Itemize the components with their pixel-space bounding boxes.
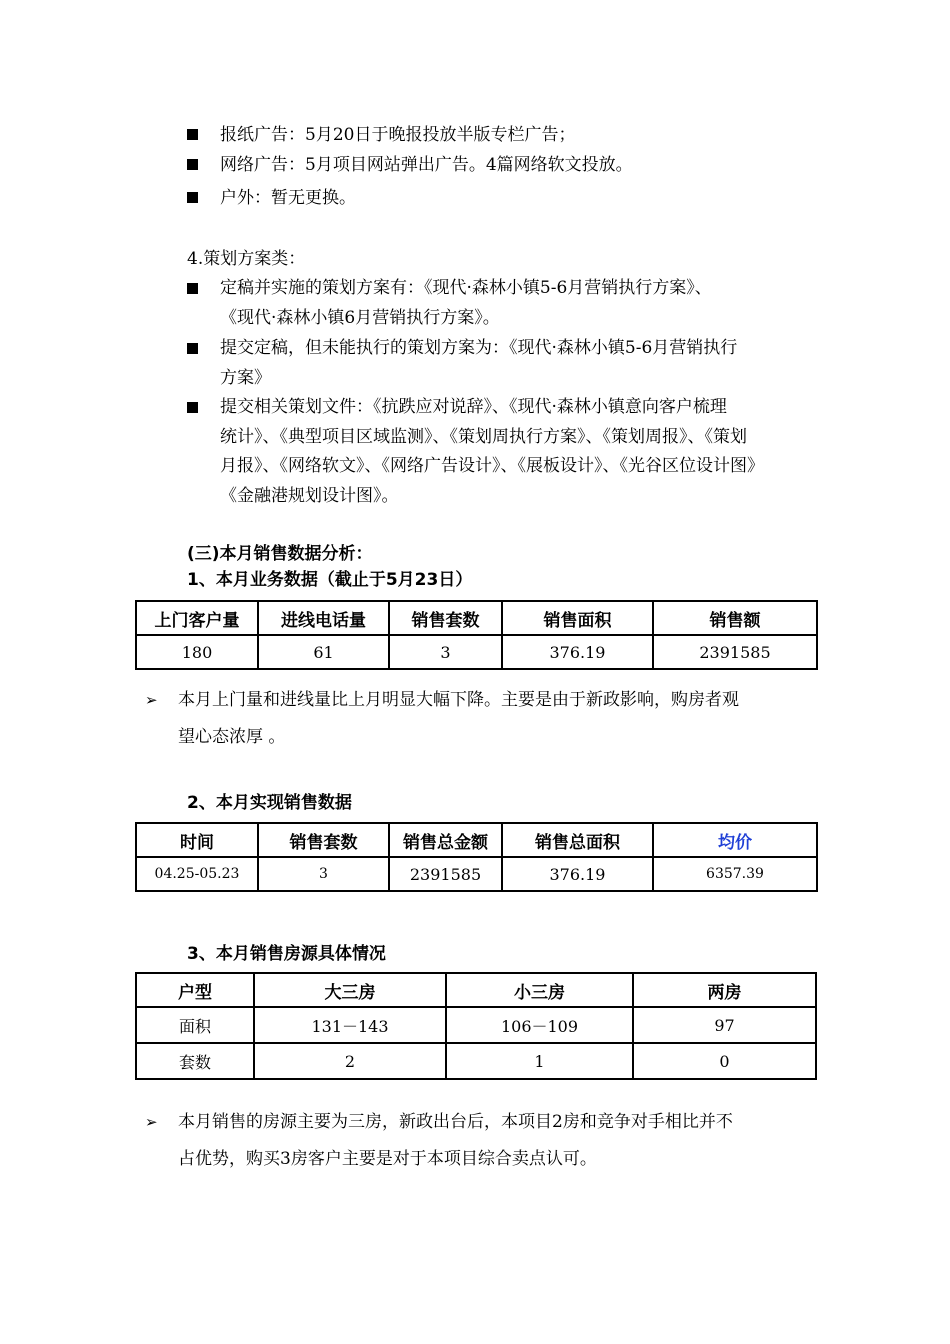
- table-header-cell: 销售总面积: [502, 823, 653, 857]
- table-header-cell: 两房: [633, 973, 816, 1007]
- sales-realized-table: [135, 822, 818, 892]
- table-cell: 2391585: [653, 635, 817, 669]
- table-cell: 106－109: [446, 1007, 633, 1043]
- plan-item-3-line-1: 提交相关策划文件：《抗跌应对说辞》、《现代·森林小镇意向客户梳理: [220, 397, 727, 417]
- plan-item-2-line-1: 提交定稿，但未能执行的策划方案为：《现代·森林小镇5-6月营销执行: [220, 338, 738, 358]
- table-header-cell: 销售总金额: [389, 823, 502, 857]
- arrow-bullet-icon: ➢: [145, 691, 158, 709]
- plan-item-3-line-3: 月报》、《网络软文》、《网络广告设计》、《展板设计》、《光谷区位设计图》: [220, 456, 764, 476]
- table-header-cell: 大三房: [254, 973, 446, 1007]
- bullet-square-icon: [187, 192, 198, 203]
- table-row: [136, 1043, 816, 1079]
- table-cell: 04.25-05.23: [136, 857, 258, 891]
- table-cell: 97: [633, 1007, 816, 1043]
- note-1-line-1: 本月上门量和进线量比上月明显大幅下降。主要是由于新政影响，购房者观: [178, 690, 739, 710]
- table-2-title: 2、本月实现销售数据: [187, 793, 352, 813]
- plans-heading: 4.策划方案类：: [187, 249, 306, 269]
- note-2-line-1: 本月销售的房源主要为三房，新政出台后，本项目2房和竞争对手相比并不: [178, 1112, 733, 1132]
- table-cell: 3: [258, 857, 389, 891]
- housing-supply-table: [135, 972, 817, 1080]
- plan-item-3-line-2: 统计》、《典型项目区域监测》、《策划周执行方案》、《策划周报》、《策划: [220, 427, 747, 447]
- table-cell: 2391585: [389, 857, 502, 891]
- table-cell: 1: [446, 1043, 633, 1079]
- bullet-square-icon: [187, 159, 198, 170]
- table-1-title: 1、本月业务数据（截止于5月23日）: [187, 570, 473, 590]
- table-header-cell: 销售面积: [502, 601, 653, 635]
- table-3-title: 3、本月销售房源具体情况: [187, 944, 386, 964]
- table-header-cell: 时间: [136, 823, 258, 857]
- bullet-square-icon: [187, 283, 198, 294]
- ad-item-online: 网络广告：5月项目网站弹出广告。4篇网络软文投放。: [220, 155, 633, 175]
- table-row: [136, 635, 817, 669]
- table-row: [136, 857, 817, 891]
- bullet-square-icon: [187, 129, 198, 140]
- table-cell: 套数: [136, 1043, 254, 1079]
- plan-item-3-line-4: 《金融港规划设计图》。: [220, 486, 399, 506]
- ad-item-newspaper: 报纸广告：5月20日于晚报投放半版专栏广告；: [220, 125, 576, 145]
- table-header-cell-avg-price: 均价: [653, 823, 817, 857]
- arrow-bullet-icon: ➢: [145, 1113, 158, 1131]
- table-cell: 376.19: [502, 635, 653, 669]
- sales-section-title: (三)本月销售数据分析：: [187, 544, 373, 564]
- table-header-cell: 销售套数: [258, 823, 389, 857]
- table-cell: 131－143: [254, 1007, 446, 1043]
- bullet-square-icon: [187, 402, 198, 413]
- table-cell: 面积: [136, 1007, 254, 1043]
- plan-item-1-line-1: 定稿并实施的策划方案有：《现代·森林小镇5-6月营销执行方案》、: [220, 278, 712, 298]
- plan-item-2-line-2: 方案》: [220, 368, 271, 388]
- table-cell: 0: [633, 1043, 816, 1079]
- note-2-line-2: 占优势，购买3房客户主要是对于本项目综合卖点认可。: [178, 1149, 597, 1169]
- table-cell: 180: [136, 635, 258, 669]
- table-header-cell: 上门客户量: [136, 601, 258, 635]
- table-cell: 6357.39: [653, 857, 817, 891]
- table-header-cell: 小三房: [446, 973, 633, 1007]
- table-cell: 3: [389, 635, 502, 669]
- bullet-square-icon: [187, 343, 198, 354]
- table-header-cell: 销售套数: [389, 601, 502, 635]
- note-1-line-2: 望心态浓厚 。: [178, 727, 286, 747]
- table-cell: 2: [254, 1043, 446, 1079]
- plan-item-1-line-2: 《现代·森林小镇6月营销执行方案》。: [220, 308, 500, 328]
- table-header-cell: 户型: [136, 973, 254, 1007]
- table-cell: 376.19: [502, 857, 653, 891]
- table-header-cell: 销售额: [653, 601, 817, 635]
- business-data-table: [135, 600, 818, 670]
- table-cell: 61: [258, 635, 389, 669]
- table-row: [136, 1007, 816, 1043]
- ad-item-outdoor: 户外：暂无更换。: [220, 188, 356, 208]
- table-header-cell: 进线电话量: [258, 601, 389, 635]
